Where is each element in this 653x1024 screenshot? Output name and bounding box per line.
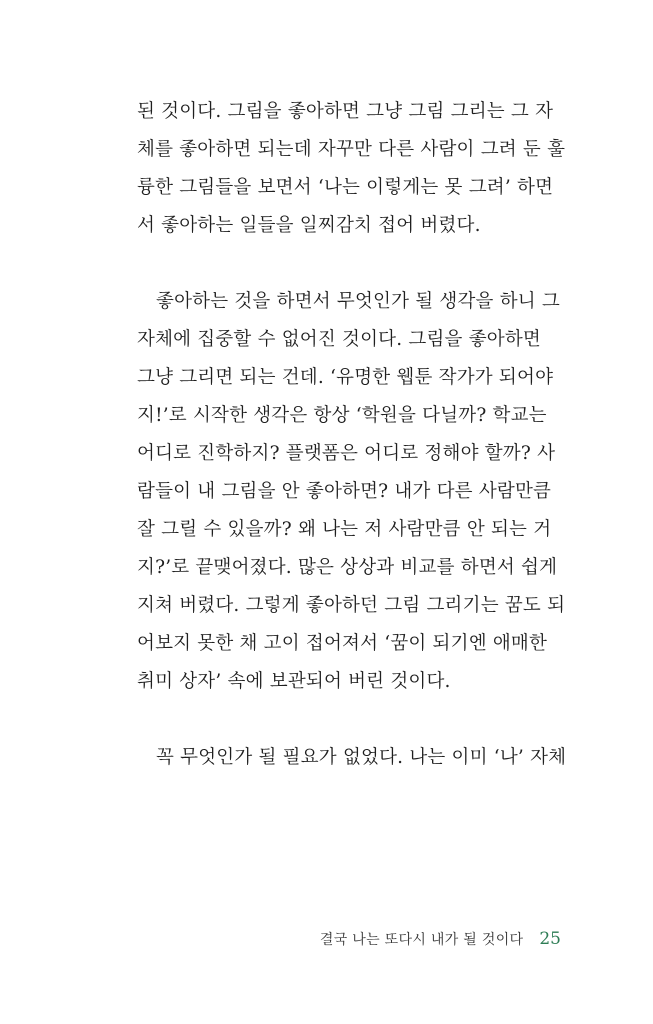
page-footer xyxy=(320,928,561,951)
text-line: 지쳐 버렸다. 그렇게 좋아하던 그림 그리기는 꿈도 되 xyxy=(137,595,566,616)
text-line: 지?’로 끝맺어졌다. 많은 상상과 비교를 하면서 쉽게 xyxy=(137,557,558,578)
text-line: 지!’로 시작한 생각은 항상 ‘학원을 다닐까? 학교는 xyxy=(137,405,547,426)
text-line: 된 것이다. 그림을 좋아하면 그냥 그림 그리는 그 자 xyxy=(137,101,554,122)
text-line: 좋아하는 것을 하면서 무엇인가 될 생각을 하니 그 xyxy=(156,291,560,312)
text-line: 서 좋아하는 일들을 일찌감치 접어 버렸다. xyxy=(137,215,481,236)
paragraph-gap xyxy=(137,245,575,283)
page-number: 25 xyxy=(539,929,561,949)
text-line: 체를 좋아하면 되는데 자꾸만 다른 사람이 그려 둔 훌 xyxy=(137,139,566,160)
running-title: 결국 나는 또다시 내가 될 것이다 xyxy=(319,932,524,948)
body-text xyxy=(137,93,575,777)
text-line: 그냥 그리면 되는 건데. ‘유명한 웹툰 작가가 되어야 xyxy=(137,367,554,388)
text-line: 륭한 그림들을 보면서 ‘나는 이렇게는 못 그려’ 하면 xyxy=(137,177,554,198)
text-line: 잘 그릴 수 있을까? 왜 나는 저 사람만큼 안 되는 거 xyxy=(137,519,552,540)
text-line: 취미 상자’ 속에 보관되어 버린 것이다. xyxy=(137,671,451,692)
text-line: 어보지 못한 채 고이 접어져서 ‘꿈이 되기엔 애매한 xyxy=(137,633,548,654)
text-line: 자체에 집중할 수 없어진 것이다. 그림을 좋아하면 xyxy=(137,329,541,350)
text-line: 람들이 내 그림을 안 좋아하면? 내가 다른 사람만큼 xyxy=(137,481,552,502)
text-line: 꼭 무엇인가 될 필요가 없었다. 나는 이미 ‘나’ 자체 xyxy=(156,747,567,768)
paragraph-gap xyxy=(137,701,575,739)
text-line: 어디로 진학하지? 플랫폼은 어디로 정해야 할까? 사 xyxy=(137,443,556,464)
